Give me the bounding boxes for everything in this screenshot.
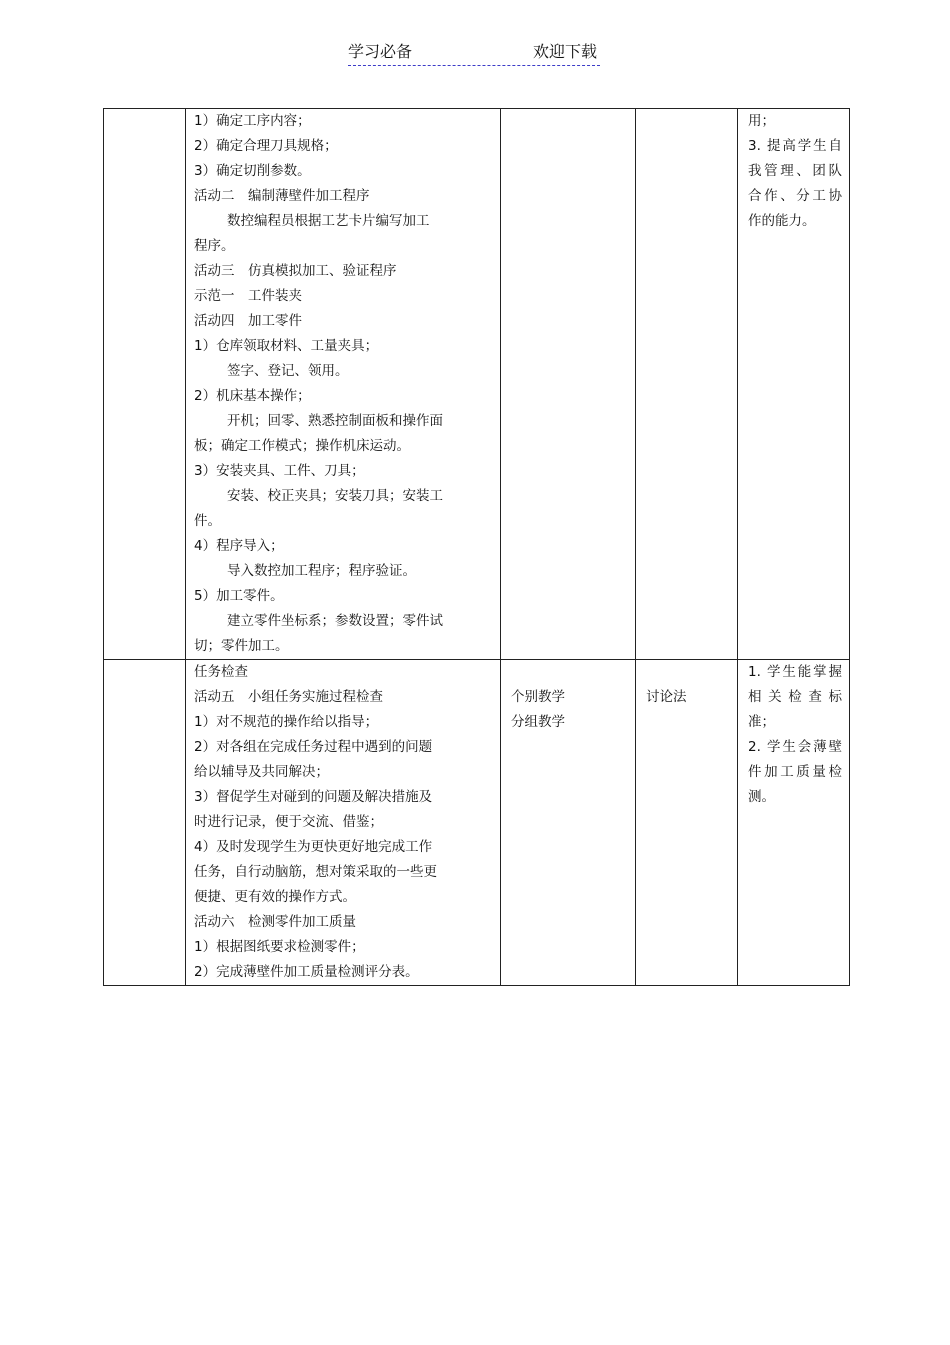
content-line: 任务，自行动脑筋，想对策采取的一些更 — [194, 864, 437, 880]
teaching-content-cell — [186, 660, 501, 986]
table-row — [104, 109, 850, 660]
objective-line: 用； — [748, 113, 775, 129]
content-line: 活动四 加工零件 — [194, 313, 302, 329]
header-left-text: 学习必备 — [348, 42, 413, 61]
content-line: 1）根据图纸要求检测零件； — [194, 939, 365, 955]
content-line: 件。 — [194, 513, 221, 529]
content-line: 1）确定工序内容； — [194, 113, 311, 129]
content-line: 活动六 检测零件加工质量 — [194, 914, 356, 930]
content-line: 程序。 — [194, 238, 235, 254]
header-right-text: 欢迎下载 — [532, 42, 597, 61]
content-line: 3）督促学生对碰到的问题及解决措施及 — [194, 789, 433, 805]
content-line: 任务检查 — [194, 664, 248, 680]
content-line: 2）确定合理刀具规格； — [194, 138, 338, 154]
teaching-method-cell — [501, 660, 636, 986]
learning-method-text: 讨论法 — [646, 689, 687, 705]
content-line: 活动二 编制薄壁件加工程序 — [194, 188, 370, 204]
content-line: 板；确定工作模式；操作机床运动。 — [194, 438, 410, 454]
stage-cell — [104, 660, 186, 986]
content-line: 给以辅导及共同解决； — [194, 764, 329, 780]
content-line: 时进行记录，便于交流、借鉴； — [194, 814, 383, 830]
teaching-content — [186, 109, 500, 659]
content-line: 切；零件加工。 — [194, 638, 289, 654]
content-line: 2）机床基本操作； — [194, 388, 311, 404]
content-line: 便捷、更有效的操作方式。 — [194, 889, 356, 905]
content-line: 1）对不规范的操作给以指导； — [194, 714, 379, 730]
content-line: 2）对各组在完成任务过程中遇到的问题 — [194, 739, 433, 755]
learning-method-cell — [636, 660, 738, 986]
objective-cell — [738, 660, 850, 986]
method-individual: 个别教学 — [511, 689, 565, 705]
stage-cell — [104, 109, 186, 660]
content-line: 数控编程员根据工艺卡片编写加工 — [227, 213, 430, 229]
content-line: 3）确定切削参数。 — [194, 163, 311, 179]
content-line: 导入数控加工程序；程序验证。 — [227, 563, 416, 579]
objective-item-2: 2. 学生会薄壁件加工质量检测。 — [748, 739, 842, 805]
objective-text — [738, 109, 849, 234]
objective-cell — [738, 109, 850, 660]
content-line: 活动三 仿真模拟加工、验证程序 — [194, 263, 397, 279]
page-header — [348, 41, 600, 66]
content-line: 签字、登记、领用。 — [227, 363, 349, 379]
teaching-content — [186, 660, 500, 985]
content-line: 开机；回零、熟悉控制面板和操作面 — [227, 413, 443, 429]
learning-method-cell — [636, 109, 738, 660]
teaching-method-cell — [501, 109, 636, 660]
content-line: 活动五 小组任务实施过程检查 — [194, 689, 383, 705]
content-line: 5）加工零件。 — [194, 588, 284, 604]
content-line: 安装、校正夹具；安装刀具；安装工 — [227, 488, 443, 504]
content-line: 建立零件坐标系；参数设置；零件试 — [227, 613, 443, 629]
content-line: 3）安装夹具、工件、刀具； — [194, 463, 365, 479]
content-line: 4）程序导入； — [194, 538, 284, 554]
table-row — [104, 660, 850, 986]
content-line: 4）及时发现学生为更快更好地完成工作 — [194, 839, 433, 855]
content-line: 2）完成薄壁件加工质量检测评分表。 — [194, 964, 419, 980]
objective-line: 3. 提高学生自我管理、团队合作、分工协作的能力。 — [748, 138, 842, 229]
method-group: 分组教学 — [511, 714, 565, 730]
lesson-plan-table — [103, 108, 850, 986]
content-line: 示范一 工件装夹 — [194, 288, 302, 304]
teaching-content-cell — [186, 109, 501, 660]
content-line: 1）仓库领取材料、工量夹具； — [194, 338, 379, 354]
objective-item-1: 1. 学生能掌握相关检查标准； — [748, 664, 842, 730]
